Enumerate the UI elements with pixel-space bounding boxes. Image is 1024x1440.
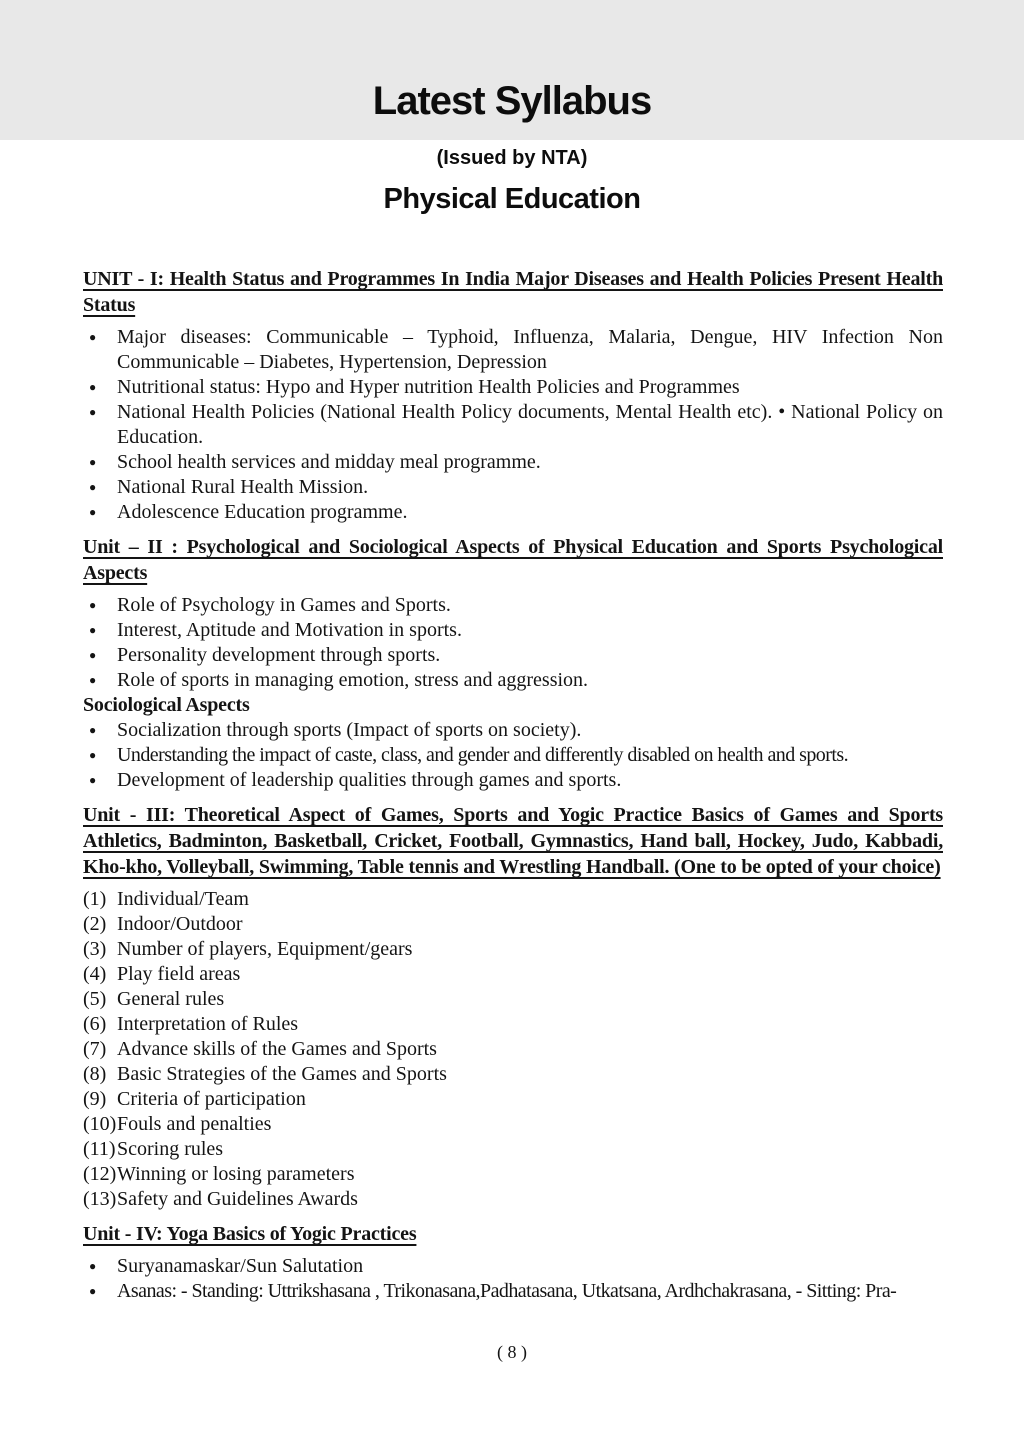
bullet-text: Asanas: - Standing: Uttrikshasana , Trikonasana,Padhatasana, Utkatsana, Ardhchakrasana, - Sitting: Pra- <box>117 1280 897 1302</box>
bullet-item <box>83 1254 943 1279</box>
bullet-text: Nutritional status: Hypo and Hyper nutrition Health Policies and Programmes <box>117 376 740 398</box>
bullet-icon: ● <box>89 330 97 344</box>
item-text: Play field areas <box>117 963 241 985</box>
header-band <box>0 0 1024 140</box>
item-number: (8) <box>83 1063 107 1085</box>
item-number: (4) <box>83 963 107 985</box>
bullet-text: Development of leadership qualities through games and sports. <box>117 769 622 791</box>
item-number: (12) <box>83 1163 117 1185</box>
unit-2-section <box>83 534 943 793</box>
page-title: Latest Syllabus <box>372 79 652 123</box>
item-text: Scoring rules <box>117 1138 224 1160</box>
bullet-icon: ● <box>89 480 97 494</box>
syllabus-content <box>83 257 943 1304</box>
bullet-text: National Rural Health Mission. <box>117 476 369 498</box>
issued-by-label: (Issued by NTA) <box>436 147 588 169</box>
unit-2-bullet-list <box>83 593 943 693</box>
numbered-item <box>83 1112 943 1137</box>
bullet-item <box>83 643 943 668</box>
unit-4-bullet-list <box>83 1254 943 1304</box>
bullet-text: National Health Policies (National Health Policy documents, Mental Health etc). • National Policy on Education. <box>117 401 943 448</box>
bullet-text: School health services and midday meal programme. <box>117 451 541 473</box>
item-text: Interpretation of Rules <box>117 1013 299 1035</box>
bullet-text: Adolescence Education programme. <box>117 501 408 523</box>
item-number: (11) <box>83 1138 116 1160</box>
bullet-item <box>83 475 943 500</box>
numbered-item <box>83 1162 943 1187</box>
bullet-icon: ● <box>89 405 97 419</box>
bullet-item <box>83 718 943 743</box>
item-text: Number of players, Equipment/gears <box>117 938 413 960</box>
item-number: (13) <box>83 1188 117 1210</box>
bullet-item <box>83 1279 943 1304</box>
sociological-aspects-subheading: Sociological Aspects <box>83 694 250 716</box>
unit-4-section <box>83 1221 943 1304</box>
unit-2-bullet-list-2 <box>83 718 943 793</box>
bullet-icon: ● <box>89 623 97 637</box>
unit-2-heading: Unit – II : Psychological and Sociological Aspects of Physical Education and Sports Psychological Aspects <box>83 536 943 584</box>
bullet-icon: ● <box>89 1284 96 1298</box>
bullet-icon: ● <box>89 455 97 469</box>
unit-3-section <box>83 802 943 1212</box>
numbered-item <box>83 1037 943 1062</box>
item-text: Safety and Guidelines Awards <box>117 1188 358 1210</box>
bullet-item <box>83 593 943 618</box>
item-number: (6) <box>83 1013 107 1035</box>
unit-1-bullet-list <box>83 325 943 525</box>
bullet-text: Understanding the impact of caste, class, and gender and differently disabled on health and sports. <box>117 744 849 766</box>
page-footer <box>0 1342 1024 1363</box>
item-number: (1) <box>83 888 107 910</box>
unit-4-heading: Unit - IV: Yoga Basics of Yogic Practices <box>83 1223 417 1245</box>
bullet-item <box>83 768 943 793</box>
bullet-text: Major diseases: Communicable – Typhoid, Influenza, Malaria, Dengue, HIV Infection Non Communicable – Diabetes, Hypertension, Depression <box>117 326 943 373</box>
bullet-icon: ● <box>89 598 97 612</box>
item-text: Basic Strategies of the Games and Sports <box>117 1063 447 1085</box>
bullet-text: Role of sports in managing emotion, stress and aggression. <box>117 669 589 691</box>
numbered-item <box>83 937 943 962</box>
bullet-item <box>83 400 943 450</box>
item-number: (7) <box>83 1038 107 1060</box>
numbered-item <box>83 1087 943 1112</box>
bullet-text: Socialization through sports (Impact of sports on society). <box>117 719 582 741</box>
bullet-icon: ● <box>89 748 96 762</box>
bullet-text: Interest, Aptitude and Motivation in sports. <box>117 619 462 641</box>
item-text: Criteria of participation <box>117 1088 306 1110</box>
numbered-item <box>83 1137 943 1162</box>
bullet-text: Suryanamaskar/Sun Salutation <box>117 1255 364 1277</box>
bullet-item <box>83 743 943 768</box>
bullet-icon: ● <box>89 1259 97 1273</box>
bullet-item <box>83 375 943 400</box>
bullet-icon: ● <box>89 673 97 687</box>
item-number: (3) <box>83 938 107 960</box>
item-text: Individual/Team <box>117 888 249 910</box>
bullet-item <box>83 450 943 475</box>
numbered-item <box>83 912 943 937</box>
numbered-item <box>83 1187 943 1212</box>
item-number: (9) <box>83 1088 107 1110</box>
bullet-text: Personality development through sports. <box>117 644 441 666</box>
item-number: (2) <box>83 913 107 935</box>
item-text: Indoor/Outdoor <box>117 913 243 935</box>
page-number: ( 8 ) <box>497 1342 527 1362</box>
numbered-item <box>83 1062 943 1087</box>
item-number: (5) <box>83 988 107 1010</box>
bullet-icon: ● <box>89 723 97 737</box>
numbered-item <box>83 962 943 987</box>
bullet-icon: ● <box>89 380 97 394</box>
unit-1-section <box>83 266 943 525</box>
item-text: Advance skills of the Games and Sports <box>117 1038 437 1060</box>
item-text: General rules <box>117 988 225 1010</box>
item-number: (10) <box>83 1113 117 1135</box>
bullet-icon: ● <box>89 773 97 787</box>
item-text: Fouls and penalties <box>117 1113 272 1135</box>
item-text: Winning or losing parameters <box>117 1163 355 1185</box>
bullet-icon: ● <box>89 505 97 519</box>
unit-1-heading: UNIT - I: Health Status and Programmes In India Major Diseases and Health Policies Present Health Status <box>83 268 943 316</box>
numbered-item <box>83 987 943 1012</box>
bullet-item <box>83 325 943 375</box>
bullet-text: Role of Psychology in Games and Sports. <box>117 594 451 616</box>
bullet-item <box>83 668 943 693</box>
bullet-icon: ● <box>89 648 97 662</box>
unit-3-heading: Unit - III: Theoretical Aspect of Games, Sports and Yogic Practice Basics of Games and Sports Athletics, Badminton, Basketball, Cricket, Football, Gymnastics, Hand ball, Hockey, Judo, Kabbadi, Kho-kho, Volleyball, Swimming, Table tennis and Wrestling Handball. (One to be opted of your choice) <box>83 804 943 878</box>
bullet-item <box>83 500 943 525</box>
unit-3-numbered-list <box>83 887 943 1212</box>
numbered-item <box>83 1012 943 1037</box>
numbered-item <box>83 887 943 912</box>
bullet-item <box>83 618 943 643</box>
subject-title: Physical Education <box>383 183 641 215</box>
